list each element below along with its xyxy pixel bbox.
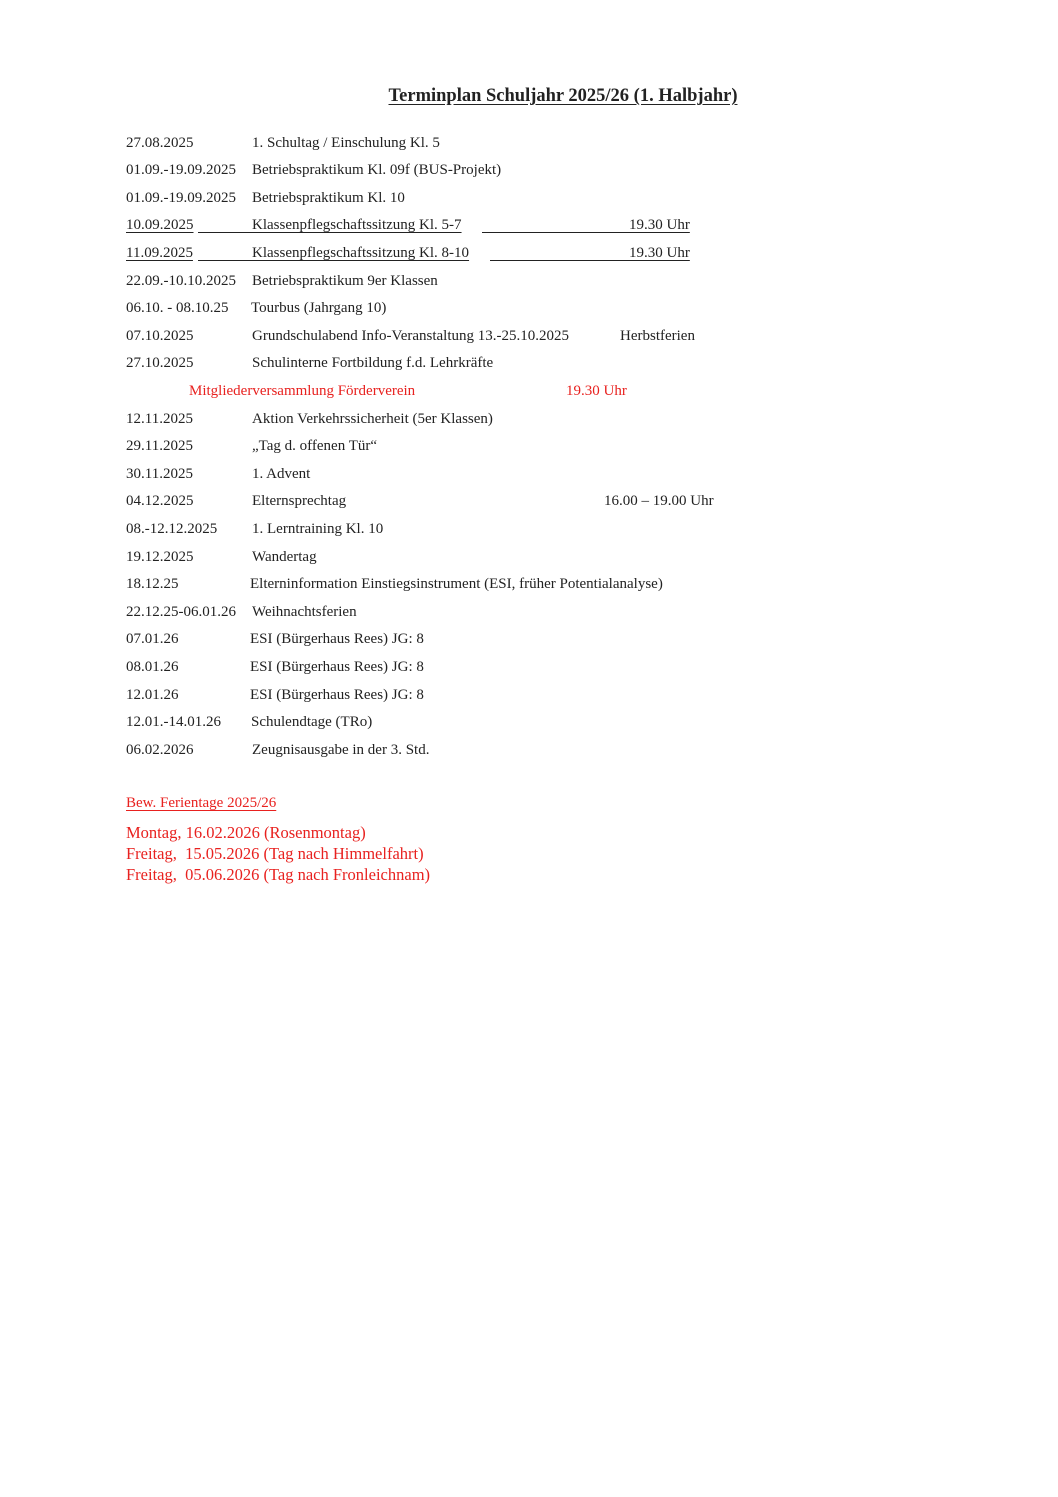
event-date: 08.01.26 xyxy=(126,659,179,675)
underline-rule xyxy=(198,232,254,233)
holidays-heading: Bew. Ferientage 2025/26 xyxy=(126,795,277,811)
event-date: 08.-12.12.2025 xyxy=(126,521,218,537)
event-date: 06.10. - 08.10.25 xyxy=(126,300,229,316)
event-description: „Tag d. offenen Tür“ xyxy=(252,438,378,454)
event-time: Herbstferien xyxy=(620,328,695,344)
event-row xyxy=(0,739,1058,761)
event-description: ESI (Bürgerhaus Rees) JG: 8 xyxy=(250,687,424,703)
event-description: 1. Lerntraining Kl. 10 xyxy=(252,521,384,537)
event-description: Mitgliederversammlung Förderverein xyxy=(189,383,416,399)
event-description: Tourbus (Jahrgang 10) xyxy=(251,300,387,316)
event-description: Zeugnisausgabe in der 3. Std. xyxy=(252,742,430,758)
event-date: 04.12.2025 xyxy=(126,493,194,509)
page-title: Terminplan Schuljahr 2025/26 (1. Halbjahr) xyxy=(388,86,738,106)
event-row xyxy=(0,435,1058,457)
event-date: 10.09.2025 xyxy=(126,217,194,233)
event-date: 27.10.2025 xyxy=(126,355,194,371)
underline-rule xyxy=(490,260,632,261)
event-time: 19.30 Uhr xyxy=(629,245,690,261)
event-description: Betriebspraktikum Kl. 10 xyxy=(252,190,405,206)
event-date: 06.02.2026 xyxy=(126,742,194,758)
event-row xyxy=(0,214,1058,236)
holiday-item: Montag, 16.02.2026 (Rosenmontag) xyxy=(126,823,366,842)
event-row xyxy=(0,408,1058,430)
event-row xyxy=(0,656,1058,678)
event-date: 19.12.2025 xyxy=(126,549,194,565)
event-description: Schulinterne Fortbildung f.d. Lehrkräfte xyxy=(252,355,494,371)
event-time: 19.30 Uhr xyxy=(629,217,690,233)
event-date: 22.12.25-06.01.26 xyxy=(126,604,236,620)
event-description: Klassenpflegschaftssitzung Kl. 5-7 xyxy=(252,217,462,233)
event-description: Schulendtage (TRo) xyxy=(251,714,373,730)
event-description: ESI (Bürgerhaus Rees) JG: 8 xyxy=(250,659,424,675)
event-date: 22.09.-10.10.2025 xyxy=(126,273,236,289)
event-description: Elterninformation Einstiegsinstrument (ESI, früher Potentialanalyse) xyxy=(250,576,663,592)
event-date: 07.10.2025 xyxy=(126,328,194,344)
event-row xyxy=(0,711,1058,733)
event-row xyxy=(0,325,1058,347)
event-description: ESI (Bürgerhaus Rees) JG: 8 xyxy=(250,631,424,647)
event-row xyxy=(0,518,1058,540)
event-row xyxy=(0,297,1058,319)
event-row xyxy=(0,352,1058,374)
event-row xyxy=(0,601,1058,623)
event-description: Wandertag xyxy=(252,549,317,565)
event-date: 27.08.2025 xyxy=(126,135,194,151)
holiday-item: Freitag, 15.05.2026 (Tag nach Himmelfahrt) xyxy=(126,844,424,863)
event-date: 12.01.-14.01.26 xyxy=(126,714,221,730)
event-description: 1. Advent xyxy=(252,466,311,482)
event-row xyxy=(0,573,1058,595)
event-row xyxy=(0,628,1058,650)
event-time: 16.00 – 19.00 Uhr xyxy=(604,493,714,509)
event-date: 11.09.2025 xyxy=(126,245,193,261)
event-date: 07.01.26 xyxy=(126,631,179,647)
event-date: 30.11.2025 xyxy=(126,466,193,482)
event-date: 29.11.2025 xyxy=(126,438,193,454)
underline-rule xyxy=(198,260,254,261)
event-row xyxy=(0,187,1058,209)
event-row xyxy=(0,132,1058,154)
underline-rule xyxy=(482,232,632,233)
event-row xyxy=(0,546,1058,568)
event-description: Betriebspraktikum Kl. 09f (BUS-Projekt) xyxy=(252,162,502,178)
event-row xyxy=(0,270,1058,292)
event-date: 01.09.-19.09.2025 xyxy=(126,162,236,178)
event-date: 01.09.-19.09.2025 xyxy=(126,190,236,206)
event-row xyxy=(0,684,1058,706)
event-description: Aktion Verkehrssicherheit (5er Klassen) xyxy=(252,411,493,427)
event-time: 19.30 Uhr xyxy=(566,383,627,399)
event-date: 12.11.2025 xyxy=(126,411,193,427)
event-row-highlight xyxy=(0,380,1058,402)
event-row xyxy=(0,242,1058,264)
holiday-item: Freitag, 05.06.2026 (Tag nach Fronleichnam) xyxy=(126,865,431,884)
event-row xyxy=(0,463,1058,485)
event-description: Klassenpflegschaftssitzung Kl. 8-10 xyxy=(252,245,470,261)
event-description: 1. Schultag / Einschulung Kl. 5 xyxy=(252,135,440,151)
event-date: 12.01.26 xyxy=(126,687,179,703)
event-description: Betriebspraktikum 9er Klassen xyxy=(252,273,438,289)
event-date: 18.12.25 xyxy=(126,576,179,592)
event-row xyxy=(0,490,1058,512)
event-row xyxy=(0,159,1058,181)
event-description: Weihnachtsferien xyxy=(252,604,357,620)
event-description: Grundschulabend Info-Veranstaltung 13.-25.10.2025 xyxy=(252,328,570,344)
event-description: Elternsprechtag xyxy=(252,493,347,509)
